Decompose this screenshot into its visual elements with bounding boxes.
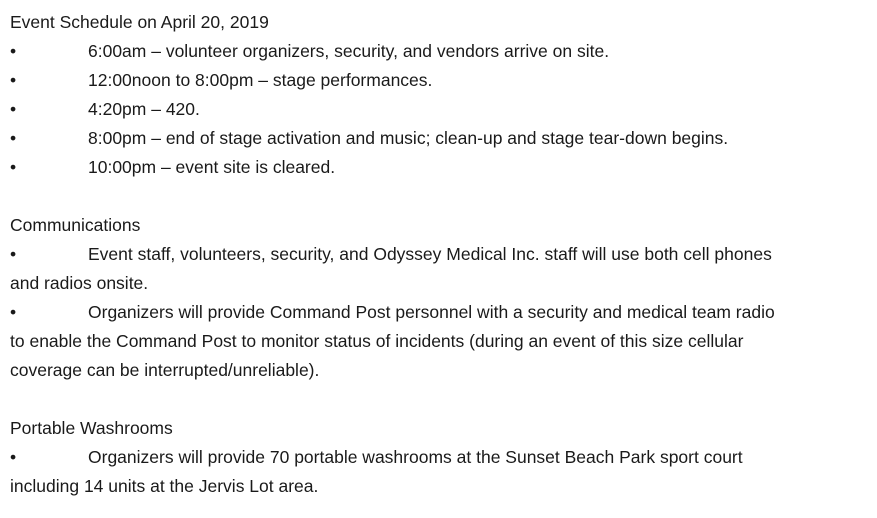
- washrooms-item-text: Organizers will provide 70 portable washrooms at the Sunset Beach Park sport court: [88, 447, 743, 467]
- bullet-glyph: •: [10, 41, 17, 61]
- communications-item-continuation: to enable the Command Post to monitor status of incidents (during an event of this size cellular: [10, 331, 744, 351]
- washrooms-heading: Portable Washrooms: [10, 418, 173, 438]
- section-spacer: [10, 385, 870, 414]
- schedule-heading: Event Schedule on April 20, 2019: [10, 12, 269, 32]
- bullet-glyph: •: [10, 70, 17, 90]
- bullet-glyph: •: [10, 128, 17, 148]
- section-spacer: [10, 182, 870, 211]
- schedule-item-text: 6:00am – volunteer organizers, security, and vendors arrive on site.: [88, 41, 610, 61]
- bullet-glyph: •: [10, 99, 17, 119]
- washrooms-item-line: [10, 443, 870, 472]
- bullet-glyph: •: [10, 244, 17, 264]
- schedule-item: [10, 124, 870, 153]
- schedule-item-text: 12:00noon to 8:00pm – stage performances.: [88, 70, 433, 90]
- document-body: [10, 8, 870, 501]
- communications-item-continuation: coverage can be interrupted/unreliable).: [10, 360, 320, 380]
- washrooms-item-continuation: including 14 units at the Jervis Lot area.: [10, 476, 319, 496]
- communications-item-line: [10, 298, 870, 327]
- bullet-glyph: •: [10, 302, 17, 322]
- schedule-item-text: 4:20pm – 420.: [88, 99, 200, 119]
- schedule-item: [10, 153, 870, 182]
- schedule-item: [10, 95, 870, 124]
- schedule-item: [10, 66, 870, 95]
- communications-heading: Communications: [10, 215, 141, 235]
- schedule-item-text: 10:00pm – event site is cleared.: [88, 157, 336, 177]
- communications-item-text: Event staff, volunteers, security, and Odyssey Medical Inc. staff will use both cell phones: [88, 244, 772, 264]
- schedule-item-text: 8:00pm – end of stage activation and music; clean-up and stage tear-down begins.: [88, 128, 729, 148]
- communications-item-line: [10, 240, 870, 269]
- schedule-item: [10, 37, 870, 66]
- bullet-glyph: •: [10, 447, 17, 467]
- communications-item-text: Organizers will provide Command Post personnel with a security and medical team radio: [88, 302, 775, 322]
- bullet-glyph: •: [10, 157, 17, 177]
- communications-item-continuation: and radios onsite.: [10, 273, 149, 293]
